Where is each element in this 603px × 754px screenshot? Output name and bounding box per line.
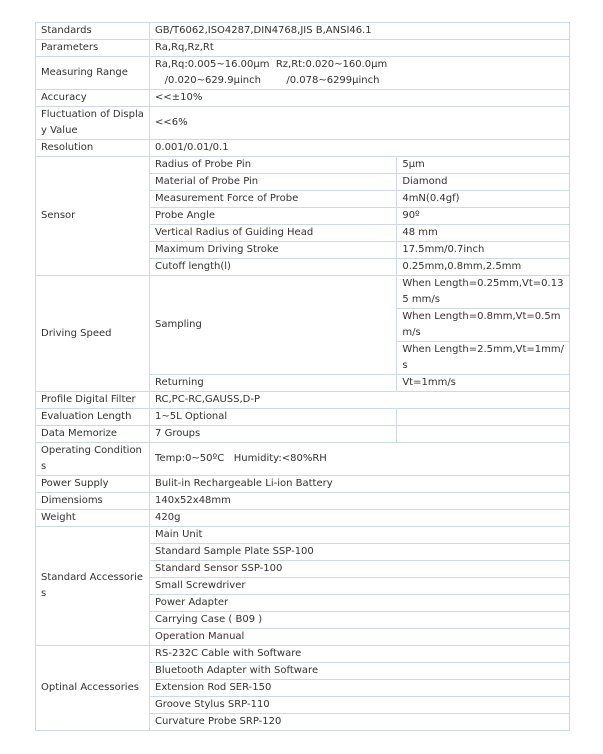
- optional-accessory-item: Extension Rod SER-150: [150, 680, 570, 697]
- label-sensor: Sensor: [36, 157, 150, 276]
- standard-accessory-item: Standard Sensor SSP-100: [150, 561, 570, 578]
- optional-accessory-item: Bluetooth Adapter with Software: [150, 663, 570, 680]
- value-dimensions: 140x52x48mm: [150, 493, 570, 510]
- label-driving-speed: Driving Speed: [36, 276, 150, 392]
- label-profile-filter: Profile Digital Filter: [36, 392, 150, 409]
- value-power-supply: Bulit-in Rechargeable Li-ion Battery: [150, 476, 570, 493]
- sensor-item-name: Vertical Radius of Guiding Head: [150, 225, 397, 242]
- measuring-range-line1: Ra,Rq:0.005~16.00μm Rz,Rt:0.020~160.0μm: [155, 59, 388, 70]
- value-weight: 420g: [150, 510, 570, 527]
- row-sensor-0: [36, 157, 570, 174]
- value-operating-conditions: Temp:0~50ºC Humidity:<80%RH: [150, 443, 570, 476]
- row-operating-conditions: [36, 443, 570, 476]
- spec-table: [35, 22, 570, 731]
- label-operating-conditions: Operating Conditions: [36, 443, 150, 476]
- standard-accessory-item: Small Screwdriver: [150, 578, 570, 595]
- value-resolution: 0.001/0.01/0.1: [150, 140, 570, 157]
- row-std-acc-0: [36, 527, 570, 544]
- value-profile-filter: RC,PC-RC,GAUSS,D-P: [150, 392, 570, 409]
- driving-sampling-value: When Length=2.5mm,Vt=1mm/s: [397, 342, 570, 375]
- value-standards: GB/T6062,ISO4287,DIN4768,JIS B,ANSI46.1: [150, 23, 570, 40]
- sensor-item-name: Measurement Force of Probe: [150, 191, 397, 208]
- label-measuring-range: Measuring Range: [36, 57, 150, 90]
- label-weight: Weight: [36, 510, 150, 527]
- row-profile-filter: [36, 392, 570, 409]
- value-fluctuation: <<6%: [150, 107, 570, 140]
- sensor-item-value: 17.5mm/0.7inch: [397, 242, 570, 259]
- sensor-item-value: 0.25mm,0.8mm,2.5mm: [397, 259, 570, 276]
- label-standards: Standards: [36, 23, 150, 40]
- optional-accessory-item: Curvature Probe SRP-120: [150, 714, 570, 731]
- measuring-range-line2: /0.020~629.9μinch /0.078~6299μinch: [155, 75, 380, 86]
- sensor-item-value: 90º: [397, 208, 570, 225]
- row-fluctuation: [36, 107, 570, 140]
- sensor-item-name: Maximum Driving Stroke: [150, 242, 397, 259]
- label-resolution: Resolution: [36, 140, 150, 157]
- driving-sampling-value: When Length=0.8mm,Vt=0.5mm/s: [397, 309, 570, 342]
- sensor-item-name: Cutoff length(l): [150, 259, 397, 276]
- sensor-item-value: 5μm: [397, 157, 570, 174]
- row-evaluation-length: [36, 409, 570, 426]
- row-driving-0: [36, 276, 570, 309]
- optional-accessory-item: Groove Stylus SRP-110: [150, 697, 570, 714]
- standard-accessory-item: Carrying Case ( B09 ): [150, 612, 570, 629]
- label-evaluation-length: Evaluation Length: [36, 409, 150, 426]
- label-standard-accessories: Standard Accessories: [36, 527, 150, 646]
- label-accuracy: Accuracy: [36, 90, 150, 107]
- row-resolution: [36, 140, 570, 157]
- standard-accessory-item: Operation Manual: [150, 629, 570, 646]
- driving-sampling-label: Sampling: [150, 276, 397, 375]
- row-measuring-range: [36, 57, 570, 90]
- label-power-supply: Power Supply: [36, 476, 150, 493]
- empty-cell: [397, 426, 570, 443]
- label-parameters: Parameters: [36, 40, 150, 57]
- standard-accessory-item: Power Adapter: [150, 595, 570, 612]
- sensor-item-value: Diamond: [397, 174, 570, 191]
- sensor-item-value: 48 mm: [397, 225, 570, 242]
- value-evaluation-length: 1~5L Optional: [150, 409, 397, 426]
- driving-sampling-value: When Length=0.25mm,Vt=0.135 mm/s: [397, 276, 570, 309]
- value-parameters: Ra,Rq,Rz,Rt: [150, 40, 570, 57]
- sensor-item-name: Radius of Probe Pin: [150, 157, 397, 174]
- label-fluctuation: Fluctuation of Display Value: [36, 107, 150, 140]
- row-dimensions: [36, 493, 570, 510]
- value-accuracy: <<±10%: [150, 90, 570, 107]
- row-power-supply: [36, 476, 570, 493]
- row-standards: [36, 23, 570, 40]
- sensor-item-value: 4mN(0.4gf): [397, 191, 570, 208]
- value-data-memorize: 7 Groups: [150, 426, 397, 443]
- label-dimensions: Dimensioms: [36, 493, 150, 510]
- row-data-memorize: [36, 426, 570, 443]
- sensor-item-name: Probe Angle: [150, 208, 397, 225]
- standard-accessory-item: Standard Sample Plate SSP-100: [150, 544, 570, 561]
- empty-cell: [397, 409, 570, 426]
- driving-returning-label: Returning: [150, 375, 397, 392]
- value-measuring-range: [150, 57, 570, 90]
- row-parameters: [36, 40, 570, 57]
- row-opt-acc-0: [36, 646, 570, 663]
- row-accuracy: [36, 90, 570, 107]
- sensor-item-name: Material of Probe Pin: [150, 174, 397, 191]
- row-weight: [36, 510, 570, 527]
- label-data-memorize: Data Memorize: [36, 426, 150, 443]
- standard-accessory-item: Main Unit: [150, 527, 570, 544]
- driving-returning-value: Vt=1mm/s: [397, 375, 570, 392]
- optional-accessory-item: RS-232C Cable with Software: [150, 646, 570, 663]
- label-optional-accessories: Optinal Accessories: [36, 646, 150, 731]
